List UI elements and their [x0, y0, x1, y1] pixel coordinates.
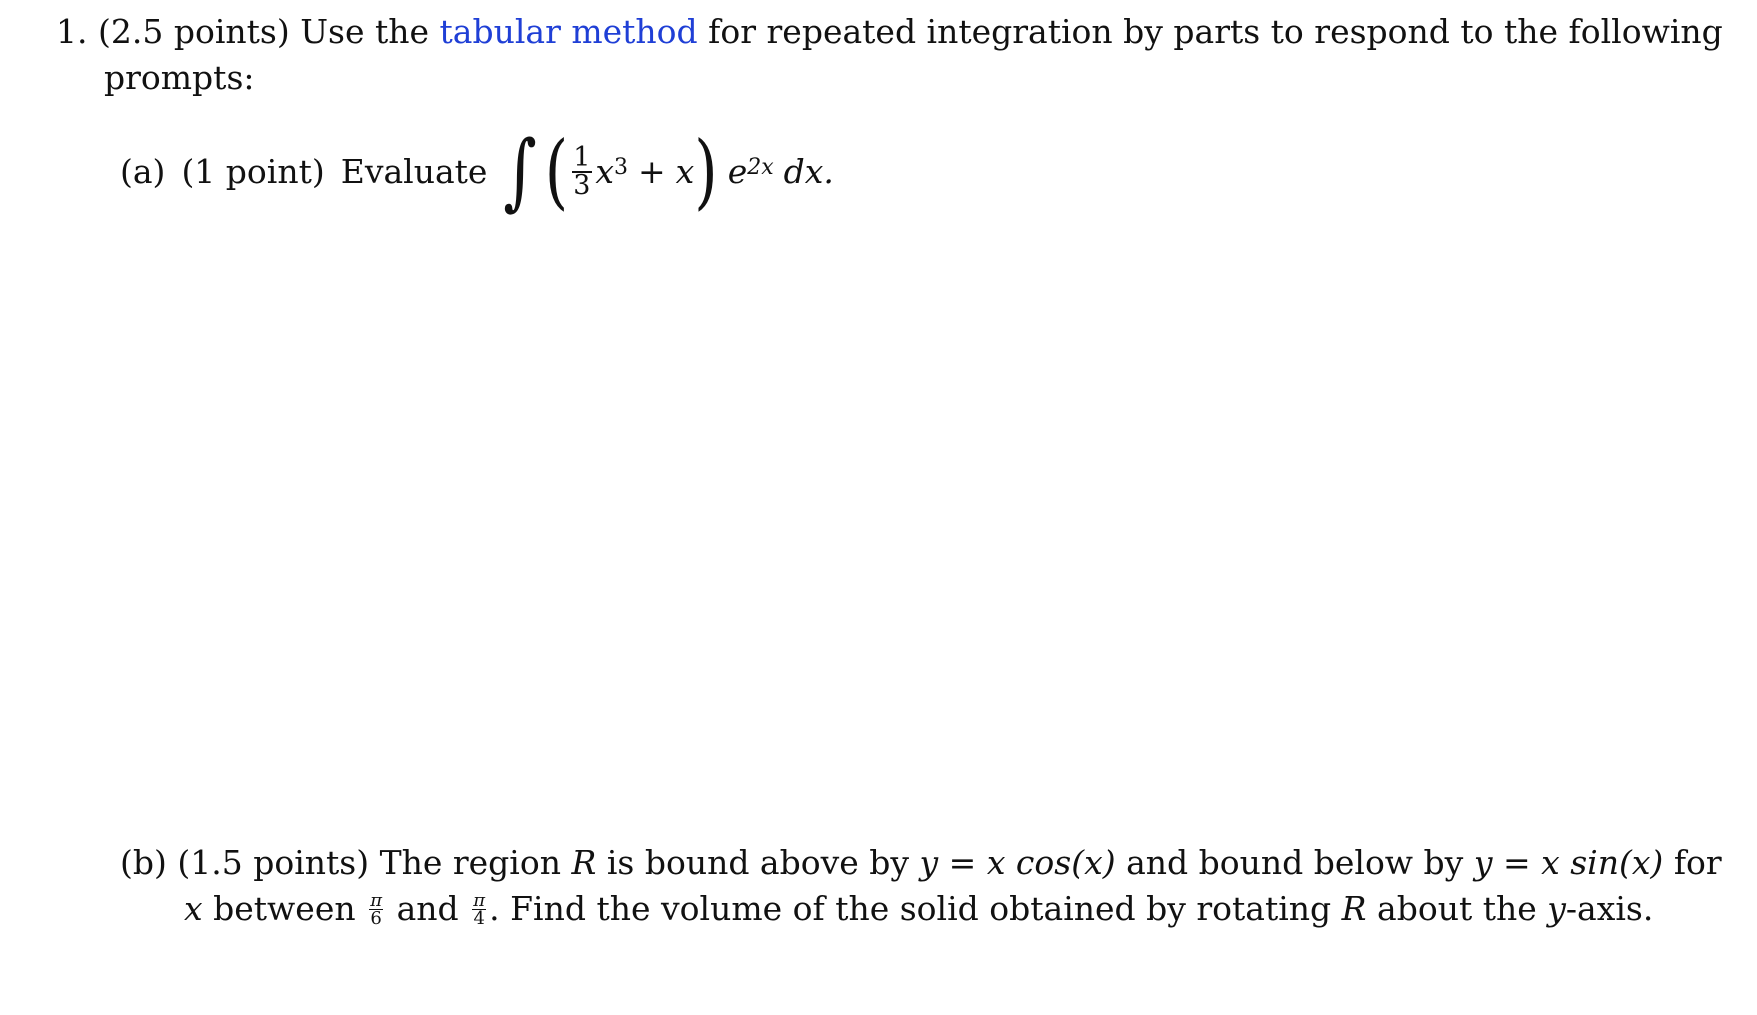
fraction-pi-over-6: [369, 889, 383, 929]
denominator-4: 4: [473, 907, 485, 929]
problem-1-heading-cont: [104, 58, 255, 98]
part-b-text-9: -axis.: [1565, 889, 1654, 928]
part-a-verb: Evaluate: [340, 152, 488, 191]
exp-base: e: [727, 152, 748, 191]
exponent-3: 3: [614, 155, 628, 180]
region-R-2: R: [1341, 889, 1367, 928]
part-a-label: (a): [120, 152, 166, 191]
upper-curve-equation: y = x cos(x): [919, 843, 1116, 882]
x-variable: x: [595, 152, 614, 191]
intro-text-rest: for repeated integration by parts to respond to the following: [708, 12, 1723, 51]
integral-sign: ∫: [503, 123, 537, 221]
right-paren: ): [694, 124, 718, 220]
part-a: [120, 123, 834, 221]
region-R: R: [571, 843, 597, 882]
part-b-text-8: about the: [1377, 889, 1537, 928]
tabular-method-link[interactable]: tabular method: [439, 12, 698, 51]
dx: dx.: [783, 152, 834, 191]
part-b-text-3: and bound below by: [1126, 843, 1464, 882]
left-paren: (: [544, 124, 569, 220]
part-a-points: (1 point): [181, 152, 325, 191]
fraction-one-third: [571, 142, 592, 201]
fraction-numerator: 1: [573, 142, 591, 173]
part-b-line-2: [120, 886, 1702, 932]
plus-sign: +: [638, 152, 666, 191]
y-axis-var: y: [1547, 889, 1566, 928]
intro-text: Use the: [300, 12, 430, 51]
fraction-denominator: 3: [573, 170, 591, 201]
part-b-text-4: for: [1673, 843, 1722, 882]
part-b-text-1: The region: [379, 843, 561, 882]
fraction-pi-over-4: [472, 889, 486, 929]
denominator-6: 6: [370, 907, 382, 929]
intro-text-cont: prompts:: [104, 58, 255, 97]
pi-numerator-1: π: [370, 889, 383, 911]
part-b-line-1: [120, 840, 1722, 886]
pi-numerator-2: π: [473, 889, 486, 911]
problem-1-heading: [56, 12, 1723, 52]
lower-curve-equation: y = x sin(x): [1473, 843, 1664, 882]
part-b-points: (1.5 points): [177, 843, 370, 882]
exponent-2x: 2x: [747, 155, 774, 180]
problem-points: (2.5 points): [98, 12, 290, 51]
part-b-text-7: . Find the volume of the solid obtained by rotating: [489, 889, 1332, 928]
part-b-text-6: and: [396, 889, 459, 928]
problem-number: 1.: [56, 12, 88, 51]
x-variable-2: x: [675, 152, 695, 191]
part-b-text-5: between: [213, 889, 356, 928]
part-b-text-2: is bound above by: [606, 843, 910, 882]
x-variable-b: x: [184, 889, 203, 928]
part-b: [120, 840, 1722, 932]
part-b-label: (b): [120, 843, 167, 882]
